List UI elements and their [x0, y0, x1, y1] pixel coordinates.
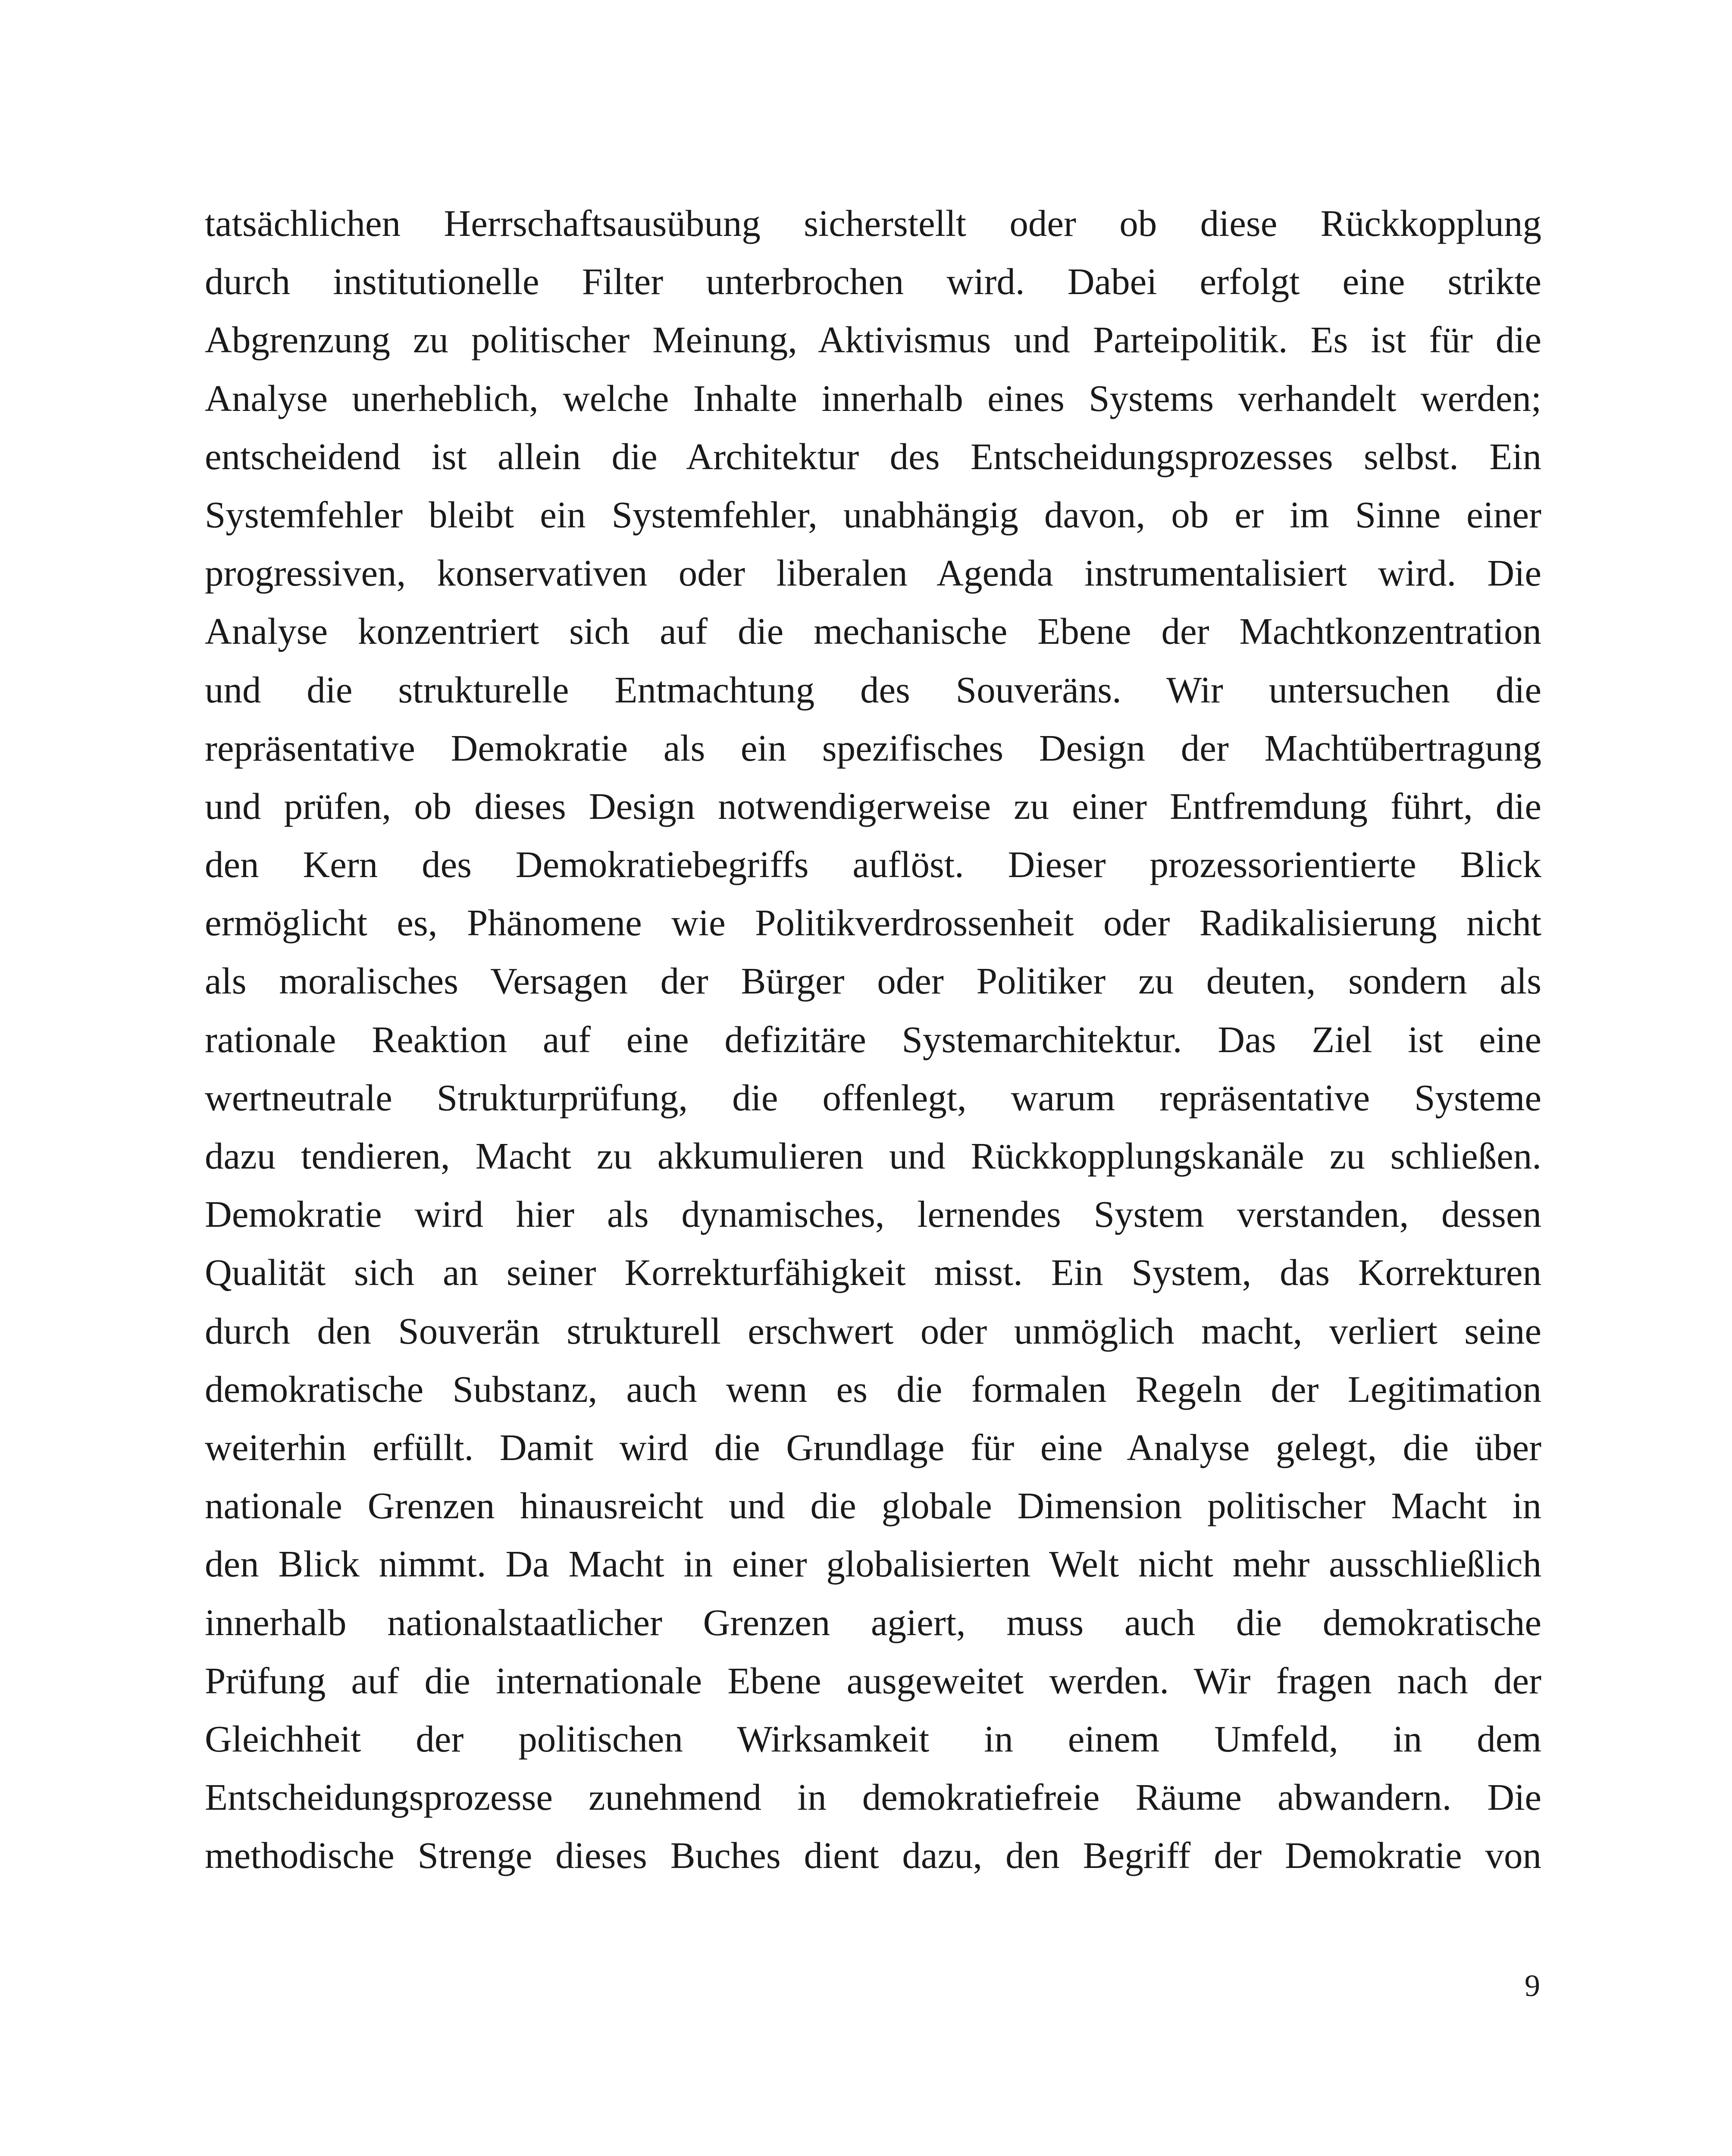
text-line: dazu tendieren, Macht zu akkumulieren und Rückkopplungskanäle zu schließen.: [205, 1135, 1541, 1177]
text-line: Analyse unerheblich, welche Inhalte innerhalb eines Systems verhandelt werden;: [205, 377, 1541, 419]
text-line: Prüfung auf die internationale Ebene ausgeweitet werden. Wir fragen nach der: [205, 1659, 1541, 1702]
text-line: Entscheidungsprozesse zunehmend in demokratiefreie Räume abwandern. Die: [205, 1776, 1541, 1818]
text-line: nationale Grenzen hinausreicht und die globale Dimension politischer Macht in: [205, 1485, 1541, 1527]
text-line: durch den Souverän strukturell erschwert oder unmöglich macht, verliert seine: [205, 1310, 1541, 1352]
text-line: Demokratie wird hier als dynamisches, lernendes System verstanden, dessen: [205, 1193, 1541, 1235]
text-line: entscheidend ist allein die Architektur des Entscheidungsprozesses selbst. Ein: [205, 435, 1541, 477]
text-line: Systemfehler bleibt ein Systemfehler, unabhängig davon, ob er im Sinne einer: [205, 493, 1541, 536]
text-line: den Kern des Demokratiebegriffs auflöst. Dieser prozessorientierte Blick: [205, 843, 1541, 886]
text-line: Analyse konzentriert sich auf die mechanische Ebene der Machtkonzentration: [205, 610, 1541, 652]
text-line: und prüfen, ob dieses Design notwendigerweise zu einer Entfremdung führt, die: [205, 785, 1541, 827]
page-number: 9: [1525, 1968, 1540, 2003]
text-line: als moralisches Versagen der Bürger oder Politiker zu deuten, sondern als: [205, 960, 1541, 1002]
text-line: innerhalb nationalstaatlicher Grenzen agiert, muss auch die demokratische: [205, 1601, 1541, 1643]
text-line: und die strukturelle Entmachtung des Souveräns. Wir untersuchen die: [205, 668, 1541, 711]
text-line: tatsächlichen Herrschaftsausübung sicherstellt oder ob diese Rückkopplung: [205, 202, 1541, 244]
body-paragraph: [205, 194, 1541, 1884]
text-line: durch institutionelle Filter unterbrochen wird. Dabei erfolgt eine strikte: [205, 260, 1541, 303]
text-line: repräsentative Demokratie als ein spezifisches Design der Machtübertragung: [205, 727, 1541, 769]
text-line: den Blick nimmt. Da Macht in einer globalisierten Welt nicht mehr ausschließlich: [205, 1543, 1541, 1585]
text-line: Abgrenzung zu politischer Meinung, Aktivismus und Parteipolitik. Es ist für die: [205, 319, 1541, 361]
text-line: progressiven, konservativen oder liberalen Agenda instrumentalisiert wird. Die: [205, 552, 1541, 594]
text-line: Gleichheit der politischen Wirksamkeit in einem Umfeld, in dem: [205, 1717, 1541, 1760]
text-line: ermöglicht es, Phänomene wie Politikverdrossenheit oder Radikalisierung nicht: [205, 902, 1541, 944]
text-line: demokratische Substanz, auch wenn es die formalen Regeln der Legitimation: [205, 1368, 1541, 1410]
text-line: wertneutrale Strukturprüfung, die offenlegt, warum repräsentative Systeme: [205, 1076, 1541, 1119]
text-line: rationale Reaktion auf eine defizitäre Systemarchitektur. Das Ziel ist eine: [205, 1018, 1541, 1060]
text-line: methodische Strenge dieses Buches dient dazu, den Begriff der Demokratie von: [205, 1834, 1541, 1877]
text-line: Qualität sich an seiner Korrekturfähigkeit misst. Ein System, das Korrekturen: [205, 1251, 1541, 1294]
text-line: weiterhin erfüllt. Damit wird die Grundlage für eine Analyse gelegt, die über: [205, 1426, 1541, 1468]
